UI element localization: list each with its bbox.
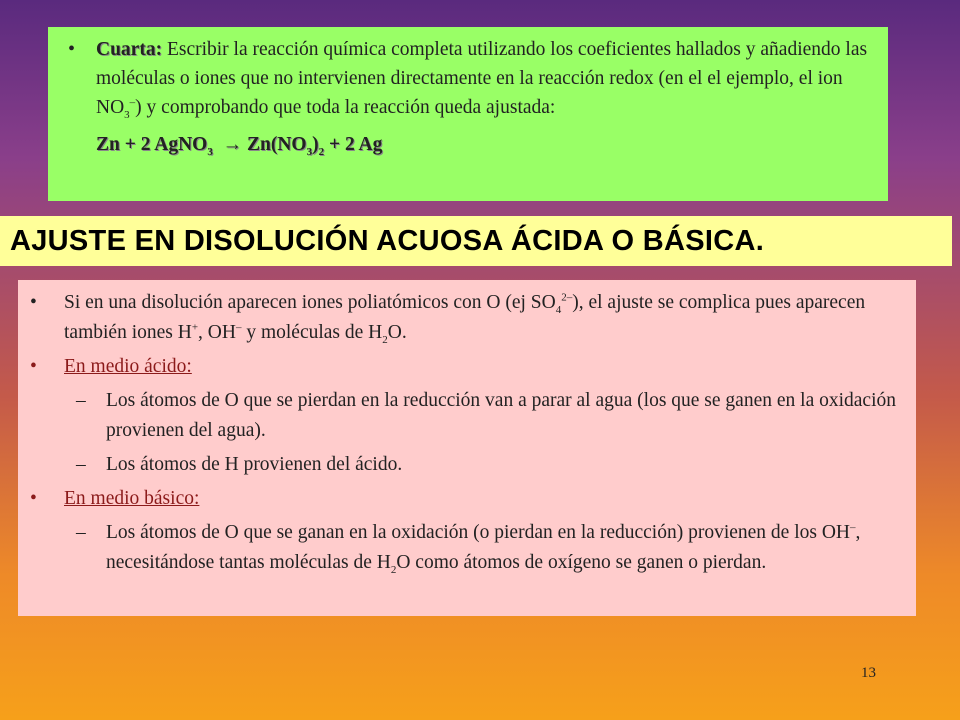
intro-text: y moléculas de H <box>241 322 383 343</box>
subscript: 3 <box>306 145 313 158</box>
superscript: + <box>191 321 199 334</box>
cuarta-text-2: ) y comprobando que toda la reacción queda ajustada: <box>135 97 556 118</box>
cuarta-paragraph <box>96 35 878 122</box>
basic-text: Los átomos de O que se ganan en la oxidación (o pierdan en la reducción) provienen de los OH <box>106 522 851 543</box>
dash-icon: – <box>76 522 86 543</box>
cuarta-label: Cuarta: <box>96 39 163 60</box>
subscript: 2 <box>318 145 325 158</box>
subscript: 2 <box>382 333 388 346</box>
bullet-icon: • <box>30 292 37 313</box>
basic-text: O como átomos de oxígeno se ganen o pierdan. <box>396 552 767 573</box>
acid-line-1 <box>18 386 896 446</box>
intro-text: O. <box>387 322 407 343</box>
bullet-icon: • <box>30 488 37 509</box>
subscript: 4 <box>555 303 562 316</box>
intro-text: , OH <box>198 322 236 343</box>
intro-item <box>18 288 896 348</box>
bullet-icon: • <box>30 356 37 377</box>
green-content-box <box>48 27 888 201</box>
basic-heading: En medio básico: <box>64 488 200 509</box>
acid-heading-item <box>18 352 896 382</box>
acid-line-2 <box>18 450 896 480</box>
superscript: – <box>129 96 136 109</box>
chemical-equation <box>96 130 878 159</box>
paren: ) <box>312 134 319 155</box>
superscript: 2– <box>561 291 573 304</box>
acid-text-1: Los átomos de O que se pierdan en la reducción van a parar al agua (los que se ganen en la oxidación provienen del agua). <box>106 390 896 441</box>
subscript: 2 <box>390 563 397 576</box>
arrow-icon: → <box>222 134 243 155</box>
subscript: 3 <box>124 108 130 121</box>
superscript: – <box>235 321 242 334</box>
subscript: 3 <box>207 145 213 158</box>
intro-text: Si en una disolución aparecen iones poliatómicos con O (ej SO <box>64 292 556 313</box>
basic-text: , necesitándose tantas moléculas de H <box>106 522 861 573</box>
equation-tail: + 2 Ag <box>324 134 383 155</box>
equation-reactants: Zn + 2 AgNO <box>96 134 208 155</box>
bullet-icon: • <box>68 38 76 60</box>
dash-icon: – <box>76 390 86 411</box>
section-title: AJUSTE EN DISOLUCIÓN ACUOSA ÁCIDA O BÁSICA. <box>0 216 952 266</box>
equation-product: Zn(NO <box>246 134 307 155</box>
basic-line-1 <box>18 518 896 578</box>
dash-icon: – <box>76 454 86 475</box>
pink-content-box <box>18 280 916 616</box>
intro-text: ), el ajuste se complica pues aparecen también iones H <box>64 292 866 343</box>
acid-heading: En medio ácido: <box>64 356 192 377</box>
basic-heading-item <box>18 484 896 514</box>
superscript: – <box>850 521 856 534</box>
acid-text-2: Los átomos de H provienen del ácido. <box>106 454 403 475</box>
cuarta-text-1: Escribir la reacción química completa utilizando los coeficientes hallados y añadiendo las moléculas o iones que no intervienen directamente en la reacción redox (en el el ejemplo, el ion NO <box>96 39 868 118</box>
slide-number: 13 <box>861 665 876 681</box>
